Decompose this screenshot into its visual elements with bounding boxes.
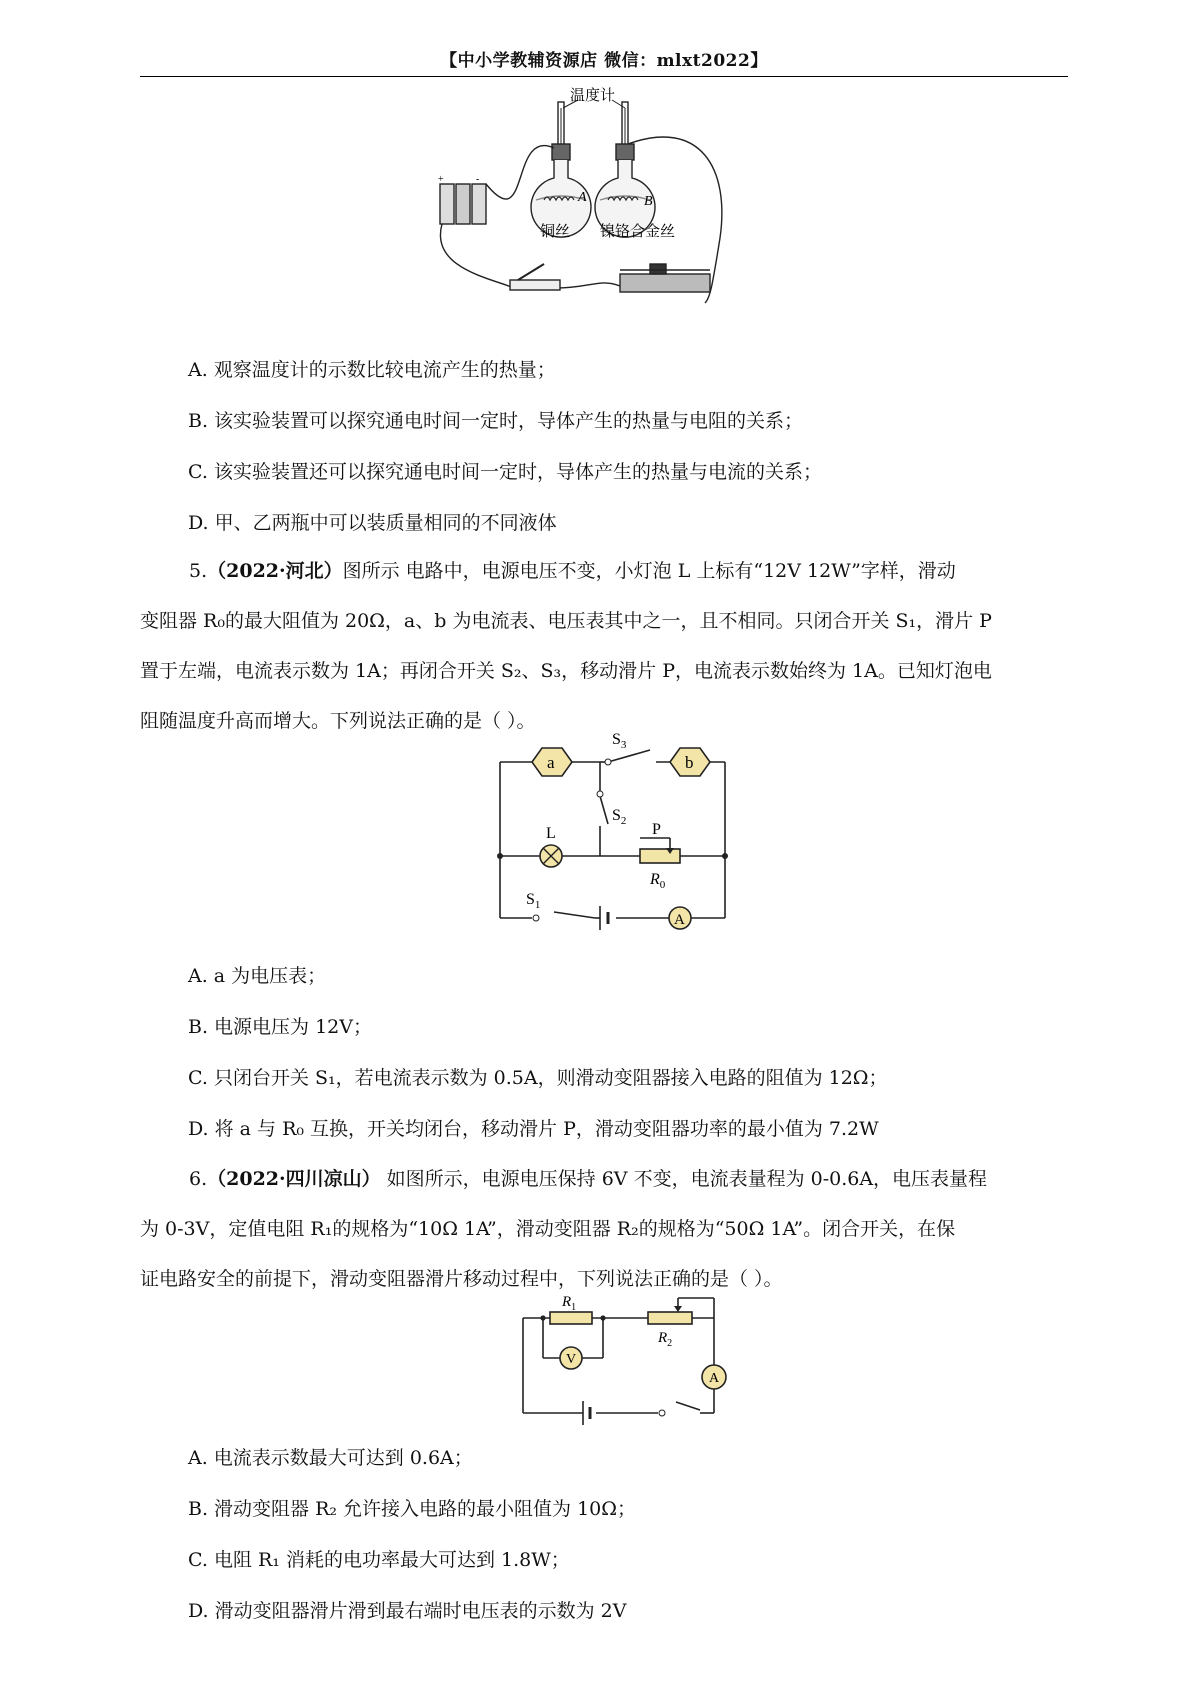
q5-line-4: 阻随温度升高而增大。下列说法正确的是（ ）。 bbox=[140, 710, 536, 732]
meter-b-label: b bbox=[685, 753, 694, 772]
switch-s3-label: $S_3$ bbox=[612, 731, 627, 751]
q6-line-2: 为 0-3V，定值电阻 R₁的规格为“10Ω 1A”，滑动变阻器 R₂的规格为“50Ω 1A”。闭合开关，在保 bbox=[140, 1218, 956, 1240]
meter-a-label: a bbox=[547, 753, 555, 772]
q5-line-1 bbox=[140, 546, 1070, 596]
q6-option-d: D. 滑动变阻器滑片滑到最右端时电压表的示数为 2V bbox=[188, 1600, 627, 1622]
slider-p-label: P bbox=[652, 821, 661, 838]
flask-a-label: A bbox=[578, 190, 587, 205]
circuit-figure-q5 bbox=[490, 728, 760, 948]
q5-option-d: D. 将 a 与 R₀ 互换，开关均闭台，移动滑片 P，滑动变阻器功率的最小值为 7.2W bbox=[188, 1118, 879, 1140]
rheostat-r0-label: $R_0$ bbox=[650, 871, 666, 891]
copper-wire-label: 铜丝 bbox=[540, 224, 571, 240]
q5-option-a: A. a 为电压表； bbox=[188, 965, 327, 987]
q4-option-c: C. 该实验装置还可以探究通电时间一定时，导体产生的热量与电流的关系； bbox=[188, 461, 822, 483]
q5-option-c: C. 只闭台开关 S₁，若电流表示数为 0.5A，则滑动变阻器接入电路的阻值为 12Ω； bbox=[188, 1067, 888, 1089]
switch-s2-label: $S_2$ bbox=[612, 807, 627, 827]
circuit-figure-q6 bbox=[518, 1288, 758, 1428]
q6-option-b: B. 滑动变阻器 R₂ 允许接入电路的最小阻值为 10Ω； bbox=[188, 1498, 637, 1520]
q6-line-3: 证电路安全的前提下，滑动变阻器滑片移动过程中，下列说法正确的是（ ）。 bbox=[140, 1268, 783, 1290]
battery-plus-label: + bbox=[438, 174, 444, 185]
ammeter-label: A bbox=[674, 912, 685, 928]
q4-option-d: D. 甲、乙两瓶中可以装质量相同的不同液体 bbox=[188, 512, 557, 534]
question-5-stem bbox=[140, 546, 1070, 746]
q6-source: （2022·四川凉山） bbox=[207, 1168, 381, 1190]
battery-minus-label: - bbox=[476, 174, 480, 185]
thermometer-label: 温度计 bbox=[570, 88, 616, 104]
header-divider bbox=[140, 76, 1068, 77]
q5-line-2: 变阻器 R₀的最大阻值为 20Ω，a、b 为电流表、电压表其中之一，且不相同。只闭合开关 S₁，滑片 P bbox=[140, 610, 992, 632]
q6-option-a: A. 电流表示数最大可达到 0.6A； bbox=[188, 1447, 473, 1469]
q5-line-3: 置于左端，电流表示数为 1A；再闭合开关 S₂、S₃，移动滑片 P，电流表示数始终为 1A。已知灯泡电 bbox=[140, 660, 992, 682]
q5-source: （2022·河北） bbox=[207, 560, 343, 582]
q6-line-1-text: 如图所示，电源电压保持 6V 不变，电流表量程为 0-0.6A，电压表量程 bbox=[380, 1168, 988, 1190]
flask-b-label: B bbox=[644, 194, 653, 209]
switch-s1-label: $S_1$ bbox=[526, 891, 541, 911]
q5-number: 5. bbox=[189, 560, 208, 582]
q6-number: 6. bbox=[189, 1168, 208, 1190]
q6-option-c: C. 电阻 R₁ 消耗的电功率最大可达到 1.8W； bbox=[188, 1549, 570, 1571]
heating-experiment-figure bbox=[438, 88, 800, 338]
q4-option-b: B. 该实验装置可以探究通电时间一定时，导体产生的热量与电阻的关系； bbox=[188, 410, 804, 432]
q5-line-1-text: 图所示 电路中，电源电压不变，小灯泡 L 上标有“12V 12W”字样，滑动 bbox=[342, 560, 956, 582]
q5-option-b: B. 电源电压为 12V； bbox=[188, 1016, 372, 1038]
question-6-stem bbox=[140, 1154, 1070, 1304]
voltmeter-label: V bbox=[566, 1352, 577, 1367]
q6-line-1 bbox=[140, 1154, 1070, 1204]
page-header: 【中小学教辅资源店 微信：mlxt2022】 bbox=[440, 51, 768, 71]
q4-option-a: A. 观察温度计的示数比较电流产生的热量； bbox=[188, 359, 556, 381]
ammeter-label-q6: A bbox=[709, 1371, 720, 1386]
lamp-l-label: L bbox=[546, 825, 556, 842]
rheostat-r2-label: $R_2$ bbox=[658, 1330, 673, 1349]
resistor-r1-label: $R_1$ bbox=[562, 1294, 577, 1313]
nichrome-wire-label: 镍铬合金丝 bbox=[600, 224, 676, 240]
